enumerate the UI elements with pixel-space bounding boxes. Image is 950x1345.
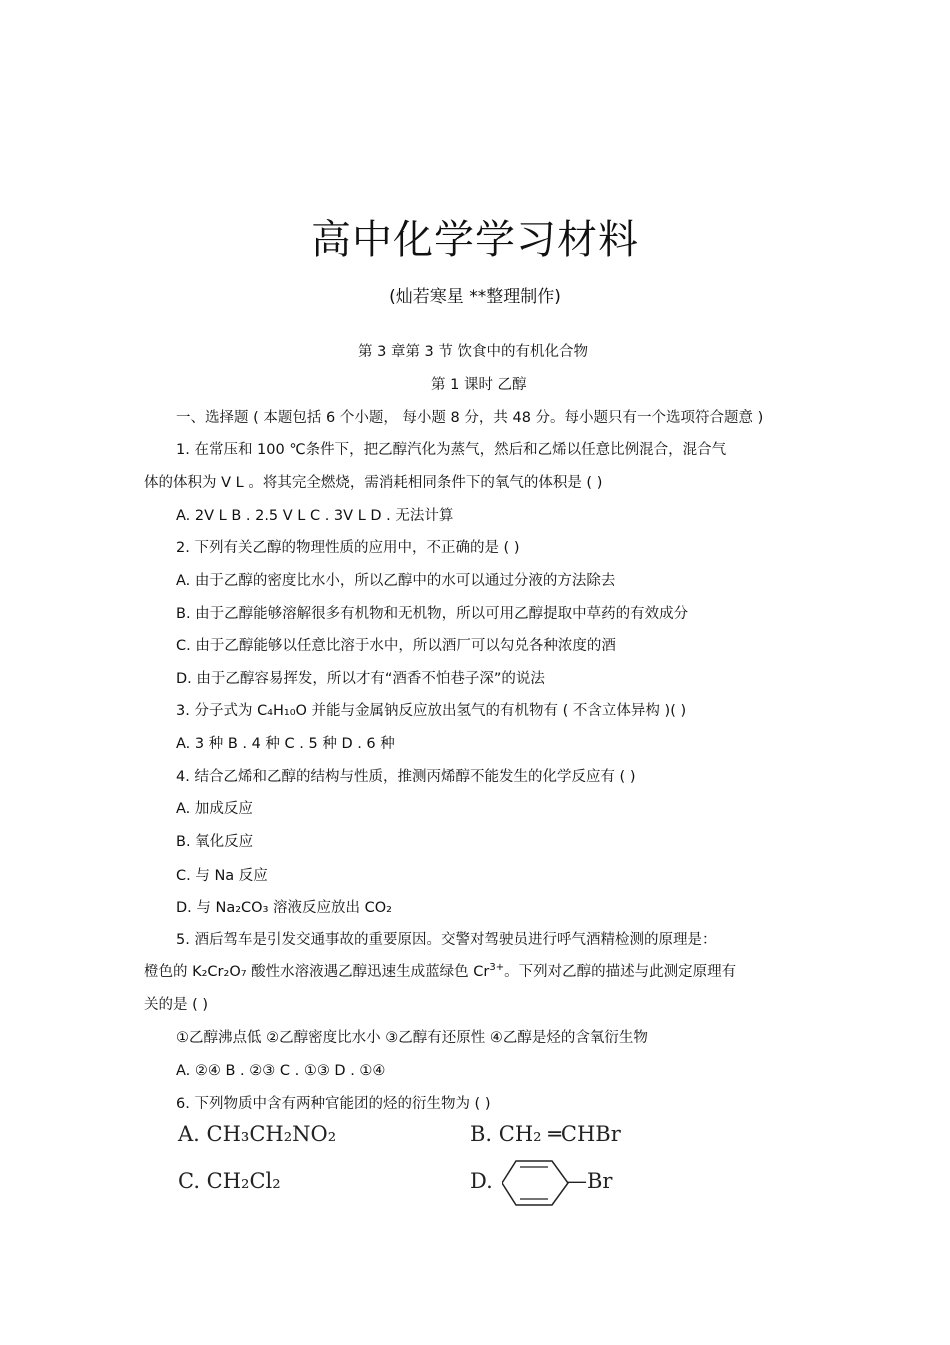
q6-option-c: C. CH₂Cl₂: [178, 1169, 281, 1193]
section-heading: 一、选择题 ( 本题包括 6 个小题， 每小题 8 分，共 48 分。每小题只有一个选项符合题意 ): [176, 410, 764, 426]
q4-option-d: D. 与 Na₂CO₃ 溶液反应放出 CO₂: [176, 900, 392, 916]
q2-option-b: B. 由于乙醇能够溶解很多有机物和无机物，所以可用乙醇提取中草药的有效成分: [176, 606, 689, 622]
q6-option-d-label: D.: [470, 1169, 493, 1193]
q5-stem-line1: 5. 酒后驾车是引发交通事故的重要原因。交警对驾驶员进行呼气酒精检测的原理是：: [176, 932, 717, 948]
q3-formula: C₄H₁₀O: [257, 703, 307, 719]
q5-charge: 3+: [489, 962, 505, 974]
q4-option-c: C. 与 Na 反应: [176, 868, 268, 884]
lesson-heading: 第 1 课时 乙醇: [431, 377, 527, 393]
q1-stem-line1: 1. 在常压和 100 ℃条件下，把乙醇汽化为蒸气，然后和乙烯以任意比例混合，混合气: [176, 442, 727, 458]
q5-stem-line2-post: 。下列对乙醇的描述与此测定原理有: [504, 964, 737, 980]
q4-stem: 4. 结合乙烯和乙醇的结构与性质，推测丙烯醇不能发生的化学反应有 ( ): [176, 769, 636, 785]
q5-options: A. ②④ B . ②③ C . ①③ D . ①④: [176, 1063, 386, 1079]
q4-option-a: A. 加成反应: [176, 801, 253, 817]
q1-stem-line2: 体的体积为 V L 。将其完全燃烧，需消耗相同条件下的氧气的体积是 ( ): [144, 475, 603, 491]
q6-option-d-substituent: —Br: [566, 1169, 613, 1193]
chapter-heading: 第 3 章第 3 节 饮食中的有机化合物: [358, 344, 588, 360]
q6-option-a: A. CH₃CH₂NO₂: [178, 1122, 337, 1146]
q3-stem-pre: 3. 分子式为: [176, 703, 258, 719]
q2-option-d: D. 由于乙醇容易挥发，所以才有“酒香不怕巷子深”的说法: [176, 671, 545, 687]
q2-option-c: C. 由于乙醇能够以任意比溶于水中，所以酒厂可以勾兑各种浓度的酒: [176, 638, 616, 654]
q6-stem: 6. 下列物质中含有两种官能团的烃的衍生物为 ( ): [176, 1096, 491, 1112]
q6-option-b: B. CH₂ ═CHBr: [470, 1122, 621, 1146]
q5-stem-line2-pre: 橙色的 K₂Cr₂O₇ 酸性水溶液遇乙醇迅速生成蓝绿色 Cr: [144, 964, 490, 980]
q5-stem-line2: [144, 962, 736, 982]
q3-stem: [176, 701, 686, 721]
page-title: 高中化学学习材料: [311, 217, 639, 263]
q3-options: A. 3 种 B . 4 种 C . 5 种 D . 6 种: [176, 736, 395, 752]
benzene-ring-structure: [502, 1157, 572, 1209]
q5-stem-line3: 关的是 ( ): [144, 997, 209, 1013]
q2-option-a: A. 由于乙醇的密度比水小，所以乙醇中的水可以通过分液的方法除去: [176, 573, 616, 589]
page-subtitle: (灿若寒星 **整理制作): [389, 287, 561, 307]
q1-options: A. 2V L B . 2.5 V L C . 3V L D . 无法计算: [176, 508, 454, 524]
q5-items: ①乙醇沸点低 ②乙醇密度比水小 ③乙醇有还原性 ④乙醇是烃的含氧衍生物: [176, 1030, 648, 1046]
q4-option-b: B. 氧化反应: [176, 834, 254, 850]
q3-stem-post: 并能与金属钠反应放出氢气的有机物有 ( 不含立体异构 )( ): [306, 703, 687, 719]
q2-stem: 2. 下列有关乙醇的物理性质的应用中，不正确的是 ( ): [176, 540, 520, 556]
